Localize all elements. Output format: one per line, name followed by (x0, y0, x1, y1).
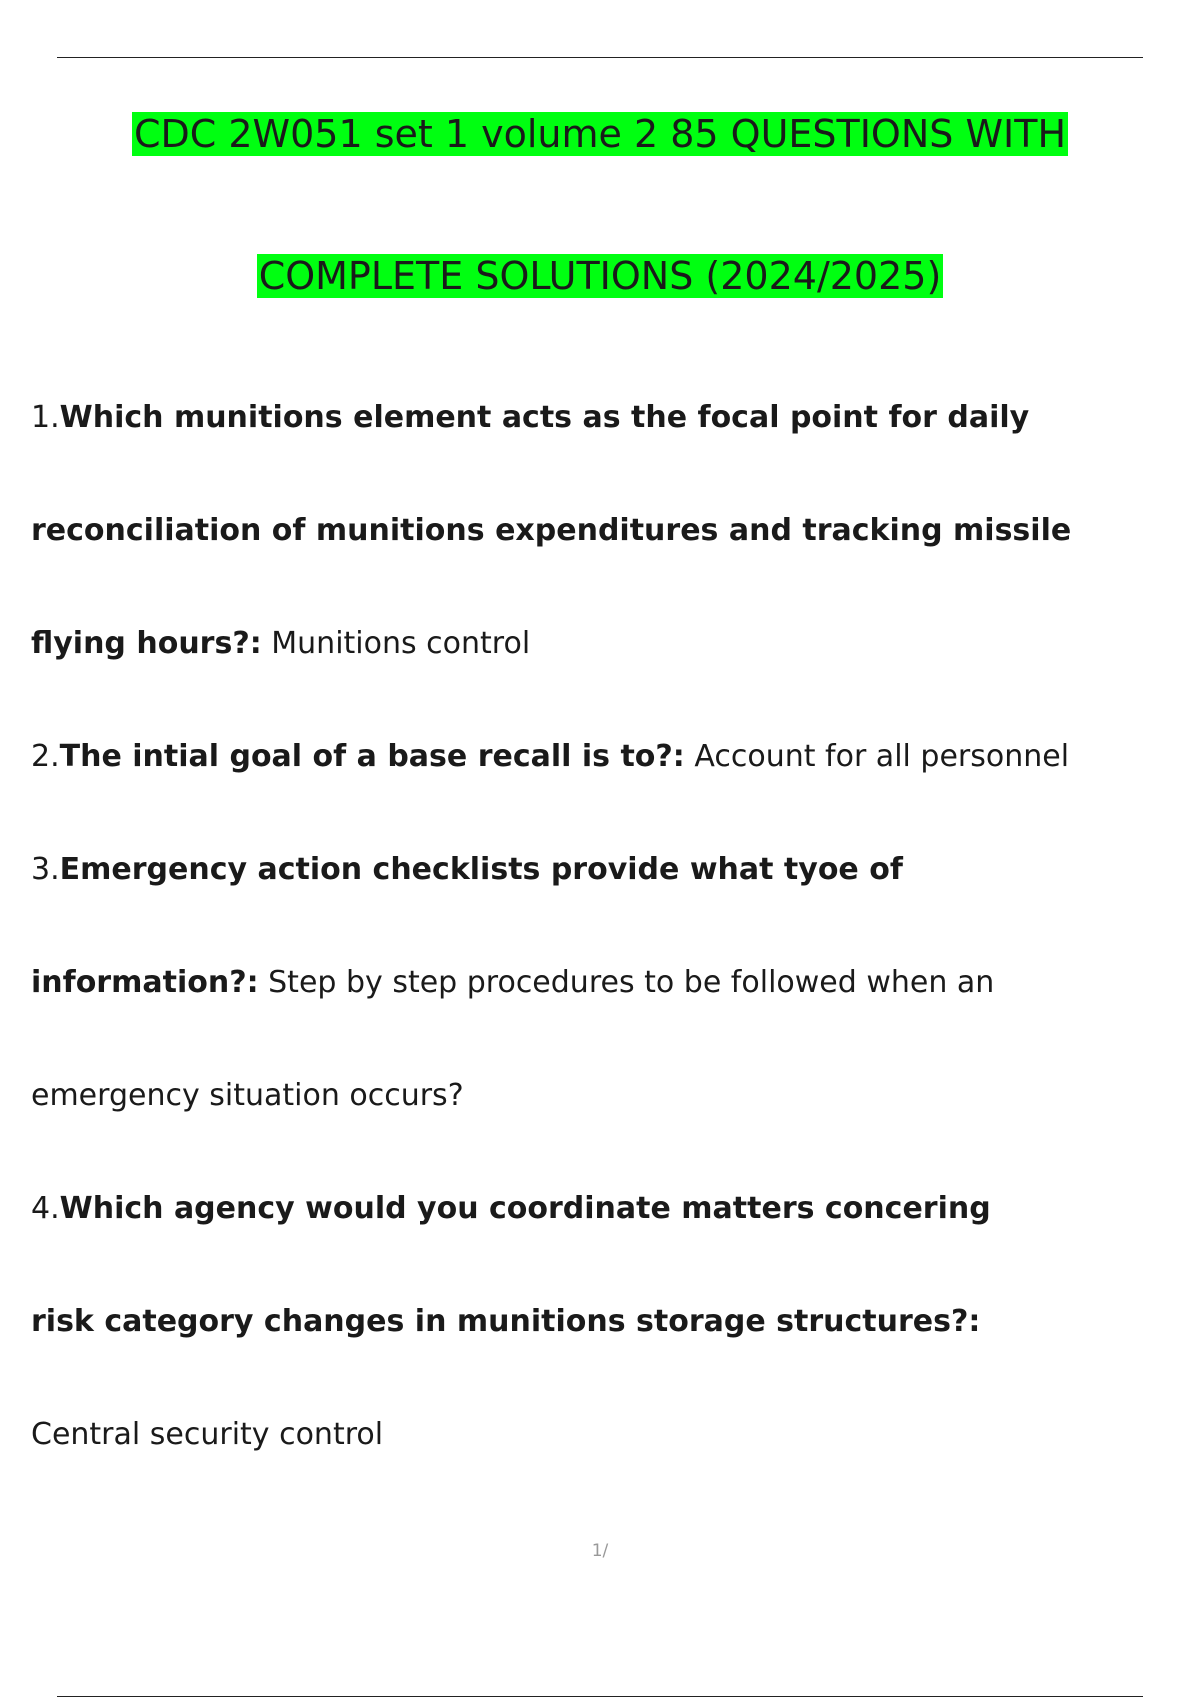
question-3-line-3 (31, 1076, 464, 1116)
question-2-answer: Account for all personnel (694, 739, 1070, 774)
question-3-answer: emergency situation occurs? (31, 1078, 464, 1113)
question-3-text: information?: (31, 965, 259, 1000)
question-4-line-3 (31, 1415, 383, 1455)
top-rule (57, 57, 1143, 58)
question-4-answer: Central security control (31, 1417, 384, 1452)
question-3-answer: Step by step procedures to be followed when an (268, 965, 995, 1000)
document-title-line-2 (0, 253, 1200, 299)
question-4-text: risk category changes in munitions storage structures?: (31, 1304, 981, 1339)
question-1-number: 1. (31, 400, 60, 435)
question-1-answer: Munitions control (271, 626, 531, 661)
question-1-line-3 (31, 624, 530, 664)
bottom-rule (57, 1696, 1143, 1697)
question-3-line-1 (31, 850, 903, 890)
question-2-text: The intial goal of a base recall is to?: (59, 739, 685, 774)
title-highlight-1: CDC 2W051 set 1 volume 2 85 QUESTIONS WITH (133, 112, 1067, 156)
page-number: 1/ (591, 1541, 609, 1561)
title-highlight-2: COMPLETE SOLUTIONS (2024/2025) (258, 254, 942, 298)
question-3-line-2 (31, 963, 994, 1003)
question-4-number: 4. (31, 1191, 60, 1226)
question-1-text: reconciliation of munitions expenditures and tracking missile (31, 513, 1072, 548)
question-4-text: Which agency would you coordinate matters concering (59, 1191, 991, 1226)
question-1-text: Which munitions element acts as the focal point for daily (59, 400, 1030, 435)
question-1-line-1 (31, 398, 1029, 438)
question-4-line-1 (31, 1189, 991, 1229)
question-1-line-2 (31, 511, 1071, 551)
question-2-line-1 (31, 737, 1069, 777)
question-2-number: 2. (31, 739, 60, 774)
question-3-text: Emergency action checklists provide what tyoe of (59, 852, 903, 887)
question-4-line-2 (31, 1302, 980, 1342)
question-1-text: flying hours?: (31, 626, 262, 661)
document-title-line-1 (0, 111, 1200, 157)
question-3-number: 3. (31, 852, 60, 887)
